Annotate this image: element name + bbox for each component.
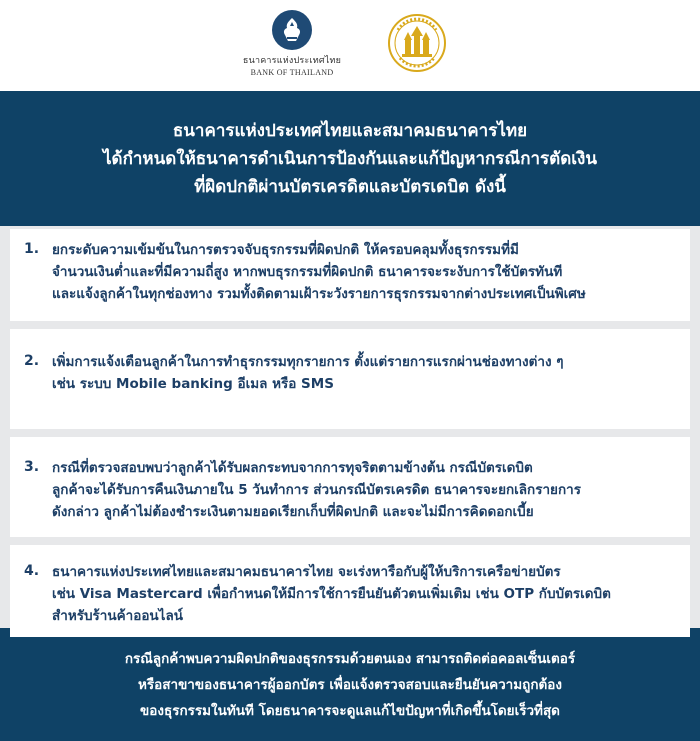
item-number: 3. [24,459,40,475]
measure-item-2 [10,329,690,429]
bot-emblem-icon [272,10,312,50]
item-line: สำหรับร้านค้าออนไลน์ [52,608,183,624]
item-line: เพิ่มการแจ้งเตือนลูกค้าในการทำธุรกรรมทุกรายการ ตั้งแต่รายการแรกผ่านช่องทางต่าง ๆ [52,354,564,370]
item-line: และแจ้งลูกค้าในทุกช่องทาง รวมทั้งติดตามเฝ้าระวังรายการธุรกรรมจากต่างประเทศเป็นพิเศษ [52,286,586,302]
footer-line-2: หรือสาขาของธนาคารผู้ออกบัตร เพื่อแจ้งตรวจสอบและยืนยันความถูกต้อง [138,676,562,693]
thai-bankers-association-logo [386,12,448,74]
item-line: ยกระดับความเข้มข้นในการตรวจจับธุรกรรมที่ผิดปกติ ให้ครอบคลุมทั้งธุรกรรมที่มี [52,242,519,258]
title-line-2: ได้กำหนดให้ธนาคารดำเนินการป้องกันและแก้ปัญหากรณีการตัดเงิน [103,148,597,169]
measure-item-4 [10,545,690,637]
item-number: 2. [24,353,40,369]
footer-line-3: ของธุรกรรมในทันที โดยธนาคารจะดูแลแก้ไขปัญหาที่เกิดขึ้นโดยเร็วที่สุด [140,702,560,719]
item-number: 1. [24,241,40,257]
measure-item-1 [10,229,690,321]
item-line: กรณีที่ตรวจสอบพบว่าลูกค้าได้รับผลกระทบจากการทุจริตตามข้างต้น กรณีบัตรเดบิต [52,460,533,476]
item-line: จำนวนเงินต่ำและที่มีความถี่สูง หากพบธุรกรรมที่ผิดปกติ ธนาคารจะระงับการใช้บัตรทันที [52,264,563,280]
title-banner [0,91,700,226]
logo-header [0,0,700,91]
title-line-1: ธนาคารแห่งประเทศไทยและสมาคมธนาคารไทย [172,120,528,141]
item-text [52,561,682,627]
measures-list [0,226,700,628]
item-text [52,239,682,305]
bot-name-thai: ธนาคารแห่งประเทศไทย [242,56,342,66]
item-line: เช่น ระบบ Mobile banking อีเมล หรือ SMS [52,376,334,392]
bank-of-thailand-logo [236,10,348,77]
item-line: ธนาคารแห่งประเทศไทยและสมาคมธนาคารไทย จะเร่งหารือกับผู้ให้บริการเครือข่ายบัตร [52,564,561,580]
item-text [52,351,682,395]
item-line: ลูกค้าจะได้รับการคืนเงินภายใน 5 วันทำการ ส่วนกรณีบัตรเครดิต ธนาคารจะยกเลิกรายการ [52,482,581,498]
item-number: 4. [24,563,40,579]
footer-banner [0,628,700,741]
item-line: ดังกล่าว ลูกค้าไม่ต้องชำระเงินตามยอดเรียกเก็บที่ผิดปกติ และจะไม่มีการคิดดอกเบี้ย [52,504,534,520]
bot-name-english: BANK OF THAILAND [250,68,334,77]
footer-line-1: กรณีลูกค้าพบความผิดปกติของธุรกรรมด้วยตนเอง สามารถติดต่อคอลเซ็นเตอร์ [124,650,576,667]
item-line: เช่น Visa Mastercard เพื่อกำหนดให้มีการใช้การยืนยันตัวตนเพิ่มเติม เช่น OTP กับบัตรเดบิต [52,586,611,602]
title-line-3: ที่ผิดปกติผ่านบัตรเครดิตและบัตรเดบิต ดังนี้ [194,176,506,197]
item-text [52,457,682,523]
measure-item-3 [10,437,690,537]
